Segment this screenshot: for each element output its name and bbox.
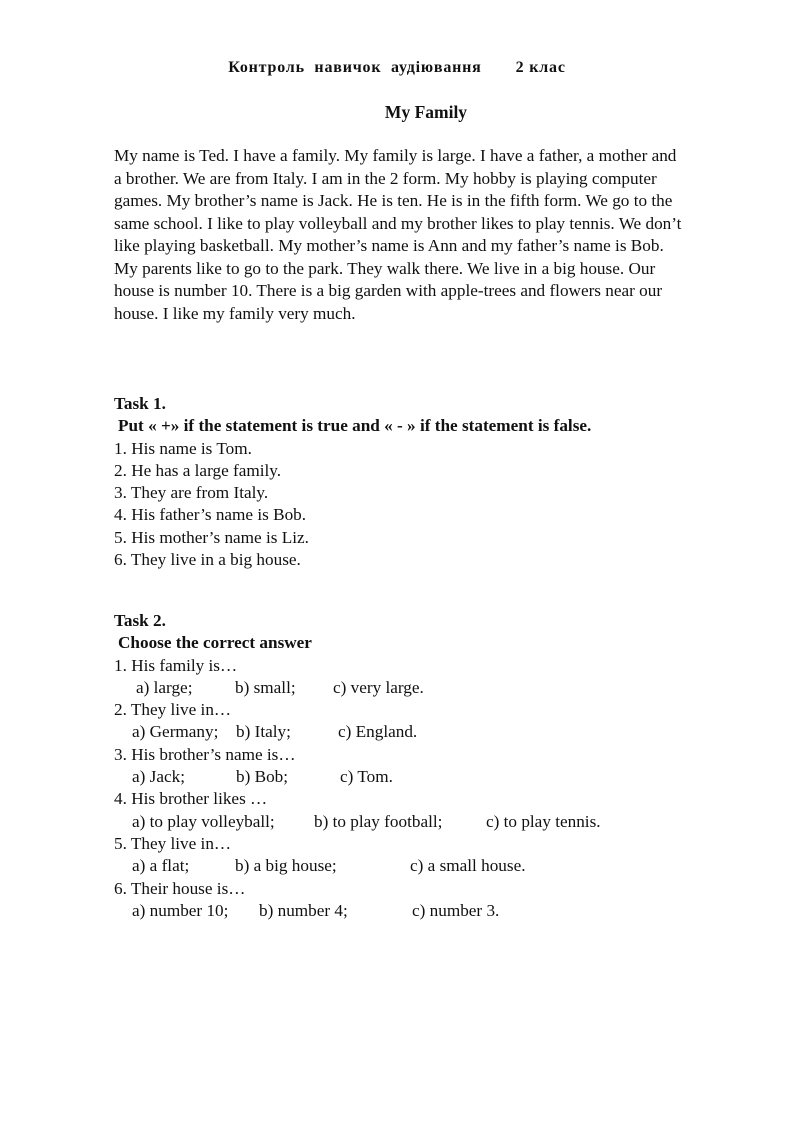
page-header	[0, 59, 794, 77]
question-item: 6. Their house is…	[114, 878, 246, 898]
answer-options	[114, 855, 734, 877]
option-a: a) Germany;	[132, 722, 219, 742]
option-c: c) a small house.	[410, 856, 526, 876]
story-line: same school. I like to play volleyball and my brother likes to play tennis. We don’t	[114, 213, 682, 233]
option-b: b) small;	[235, 677, 296, 697]
option-c: c) very large.	[333, 677, 424, 697]
option-b: b) to play football;	[314, 811, 443, 831]
task-1	[114, 393, 734, 571]
option-c: c) Tom.	[340, 767, 393, 787]
task-1-title: Task 1.	[114, 394, 166, 413]
option-b: b) Italy;	[236, 722, 291, 742]
option-c: c) to play tennis.	[486, 811, 601, 831]
task-2	[114, 610, 734, 922]
option-a: a) Jack;	[132, 767, 185, 787]
option-a: a) large;	[136, 677, 193, 697]
task-2-title: Task 2.	[114, 611, 166, 630]
question-item: 4. His brother likes …	[114, 789, 268, 809]
story-line: house. I like my family very much.	[114, 303, 356, 323]
story-line: My name is Ted. I have a family. My family is large. I have a father, a mother and	[114, 146, 677, 165]
option-b: b) a big house;	[235, 856, 337, 876]
statement-item: 6. They live in a big house.	[114, 550, 301, 570]
question-item: 3. His brother’s name is…	[114, 744, 296, 764]
answer-options	[114, 766, 734, 788]
story-line: a brother. We are from Italy. I am in the 2 form. My hobby is playing computer	[114, 168, 657, 188]
option-a: a) a flat;	[132, 856, 190, 876]
story-line: like playing basketball. My mother’s name is Ann and my father’s name is Bob.	[114, 236, 664, 255]
option-b: b) number 4;	[259, 900, 348, 920]
answer-options	[114, 677, 734, 699]
story-line: My parents like to go to the park. They walk there. We live in a big house. Our	[114, 258, 656, 278]
statement-item: 2. He has a large family.	[114, 460, 282, 480]
statement-item: 4. His father’s name is Bob.	[114, 505, 307, 525]
header-grade: 2 клас	[515, 59, 566, 76]
option-a: a) to play volleyball;	[132, 811, 275, 831]
text-title: My Family	[384, 102, 468, 122]
answer-options	[114, 721, 734, 743]
option-c: c) number 3.	[412, 900, 500, 920]
option-b: b) Bob;	[236, 767, 289, 787]
question-item: 5. They live in…	[114, 833, 232, 853]
answer-options	[114, 811, 734, 833]
option-a: a) number 10;	[132, 900, 229, 920]
story-line: house is number 10. There is a big garden with apple-trees and flowers near our	[114, 281, 663, 300]
statement-item: 5. His mother’s name is Liz.	[114, 527, 309, 547]
statement-item: 3. They are from Italy.	[114, 483, 269, 503]
option-c: c) England.	[338, 722, 418, 742]
listening-text	[114, 145, 724, 325]
story-line: games. My brother’s name is Jack. He is ten. He is in the fifth form. We go to the	[114, 191, 673, 210]
header-subject: Контроль навичок аудіювання	[228, 59, 482, 76]
task-1-instruction: Put « +» if the statement is true and « - » if the statement is false.	[118, 416, 592, 436]
question-item: 1. His family is…	[114, 655, 238, 675]
question-item: 2. They live in…	[114, 700, 232, 720]
statement-item: 1. His name is Tom.	[114, 438, 252, 458]
task-2-instruction: Choose the correct answer	[118, 633, 312, 653]
answer-options	[114, 900, 734, 922]
